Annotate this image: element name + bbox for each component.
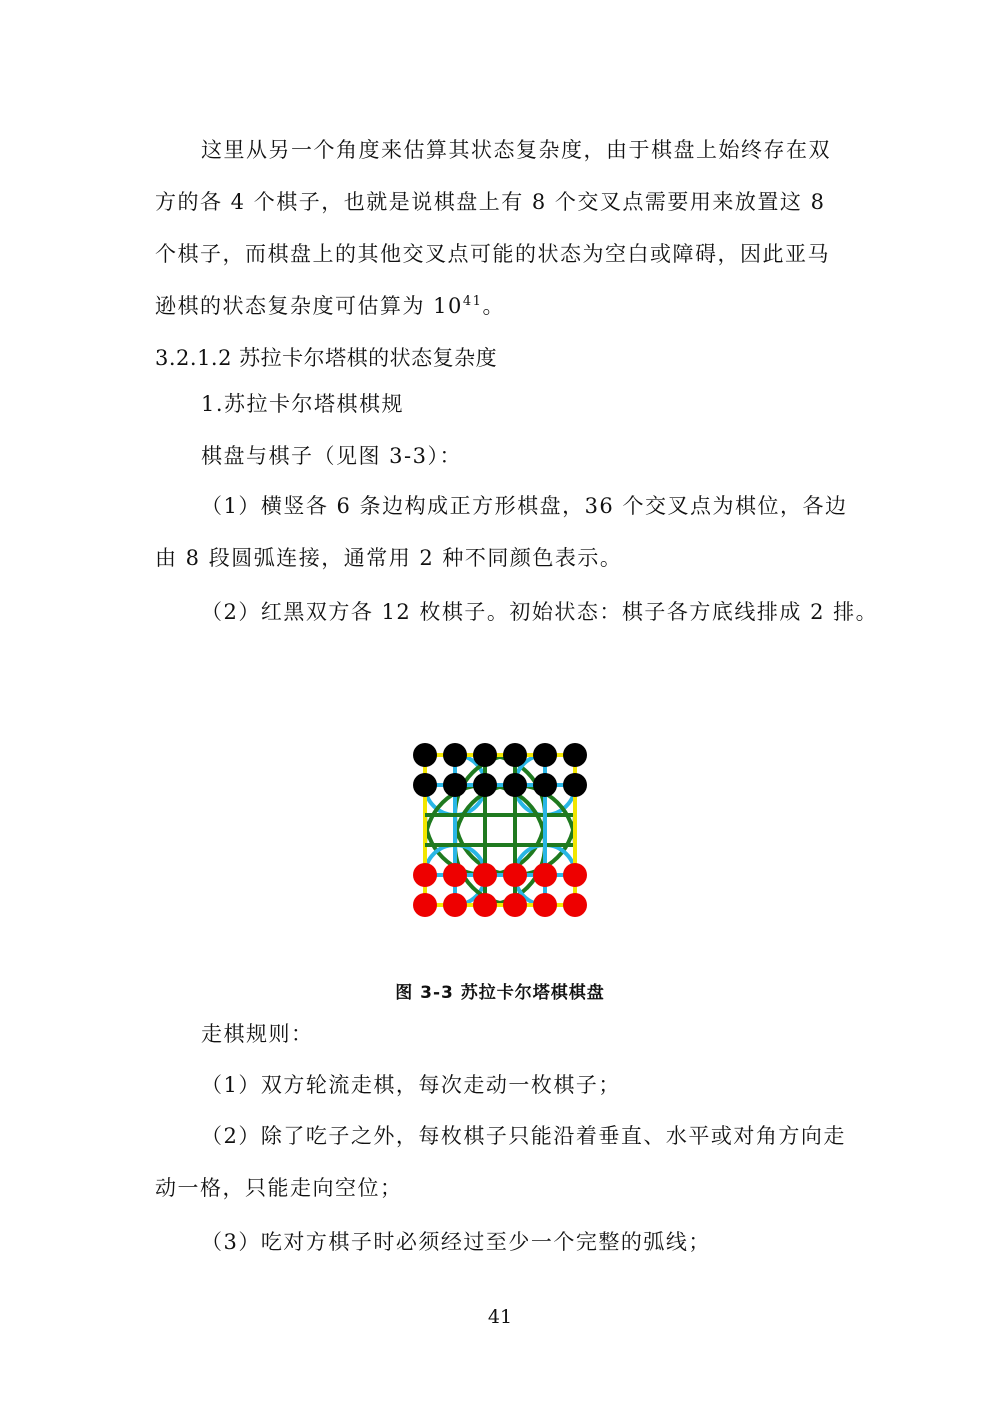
red-piece xyxy=(473,893,497,917)
move-intro: 走棋规则： xyxy=(201,1022,314,1046)
paragraph-end: 。 xyxy=(482,294,505,318)
red-piece xyxy=(563,863,587,887)
exponent: 41 xyxy=(462,294,483,309)
figure-caption: 图 3-3 苏拉卡尔塔棋棋盘 xyxy=(395,983,605,1003)
black-piece xyxy=(473,773,497,797)
black-piece xyxy=(413,773,437,797)
red-piece xyxy=(473,863,497,887)
section-heading: 3.2.1.2 苏拉卡尔塔棋的状态复杂度 xyxy=(155,346,498,370)
black-piece xyxy=(563,773,587,797)
red-piece xyxy=(443,893,467,917)
red-piece xyxy=(503,893,527,917)
rule-board-2: （2）红黑双方各 12 枚棋子。初始状态：棋子各方底线排成 2 排。 xyxy=(201,600,879,624)
page-number: 41 xyxy=(487,1306,513,1328)
board-intro: 棋盘与棋子（见图 3-3）： xyxy=(201,444,462,468)
black-piece xyxy=(413,743,437,767)
red-piece xyxy=(503,863,527,887)
paragraph-text: 这里从另一个角度来估算其状态复杂度，由于棋盘上始终存在双方的各 4 个棋子，也就是说棋盘上有 8 个交叉点需要用来放置这 8 个棋子，而棋盘上的其他交叉点可能的状态为空白或障碍，因此亚马逊棋的状态复杂度可估算为 10 xyxy=(155,138,831,318)
rule-board-1: （1）横竖各 6 条边构成正方形棋盘，36 个交叉点为棋位，各边由 8 段圆弧连接，通常用 2 种不同颜色表示。 xyxy=(155,494,848,570)
black-piece xyxy=(473,743,497,767)
black-piece xyxy=(533,743,557,767)
red-piece xyxy=(533,863,557,887)
black-piece xyxy=(533,773,557,797)
red-piece xyxy=(413,863,437,887)
black-piece xyxy=(443,773,467,797)
subheading-rules: 1.苏拉卡尔塔棋棋规 xyxy=(201,392,405,416)
black-piece xyxy=(563,743,587,767)
rule-move-2: （2）除了吃子之外，每枚棋子只能沿着垂直、水平或对角方向走动一格，只能走向空位； xyxy=(155,1124,846,1200)
black-piece xyxy=(503,743,527,767)
black-piece xyxy=(503,773,527,797)
red-piece xyxy=(533,893,557,917)
red-piece xyxy=(413,893,437,917)
rule-move-3: （3）吃对方棋子时必须经过至少一个完整的弧线； xyxy=(201,1230,711,1254)
red-piece xyxy=(563,893,587,917)
red-piece xyxy=(443,863,467,887)
black-piece xyxy=(443,743,467,767)
rule-move-1: （1）双方轮流走棋，每次走动一枚棋子； xyxy=(201,1073,621,1097)
